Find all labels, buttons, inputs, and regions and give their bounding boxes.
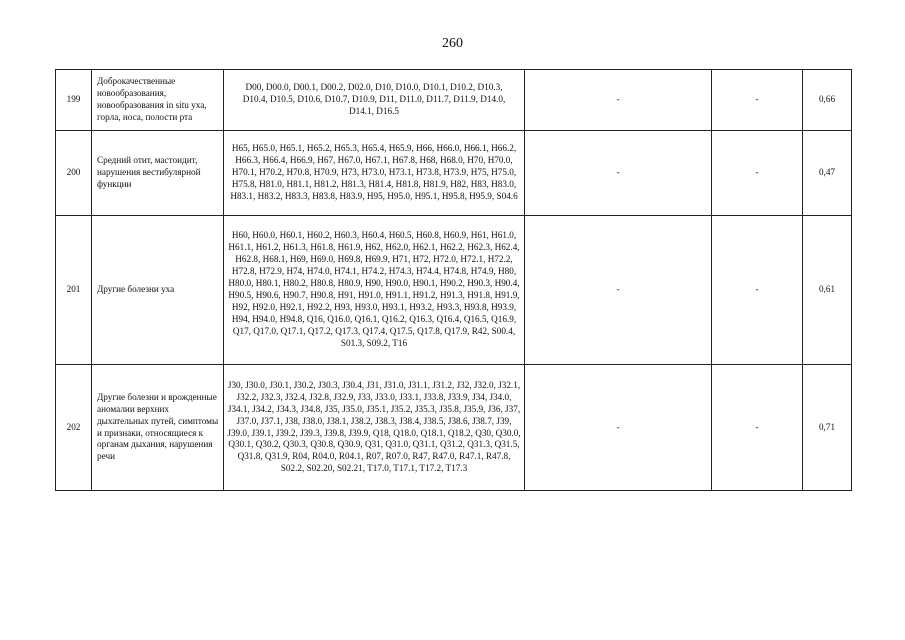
row-diagnosis-codes: H60, H60.0, H60.1, H60.2, H60.3, H60.4, H60.5, H60.8, H60.9, H61, H61.0, H61.1, H61.2, H61.3, H61.8, H61.9, H62, H62.0, H62.1, H62.2, H62.3, H62.4, H62.8, H68.1, H69, H69.0, H69.8, H69.9, H71, H72, H72.0, H72.1, H72.2, H72.8, H72.9, H74, H74.0, H74.1, H74.2, H74.3, H74.4, H74.8, H74.9, H80, H80.0, H80.1, H80.2, H80.8, H80.9, H90, H90.0, H90.1, H90.2, H90.3, H90.4, H90.5, H90.6, H90.7, H90.8, H91, H91.0, H91.1, H91.2, H91.3, H91.8, H91.9, H92, H92.0, H92.1, H92.2, H93, H93.0, H93.1, H93.2, H93.3, H93.8, H93.9, H94, H94.0, H94.8, Q16, Q16.0, Q16.1, Q16.2, Q16.3, Q16.4, Q16.5, Q16.9, Q17, Q17.0, Q17.1, Q17.2, Q17.3, Q17.4, Q17.5, Q17.8, Q17.9, R42, S00.4, S01.3, S09.2, T16 (224, 216, 525, 365)
row-column-b: - (712, 365, 803, 491)
row-coefficient: 0,47 (803, 131, 852, 216)
row-group-name: Средний отит, мастоидит, нарушения вестибулярной функции (92, 131, 224, 216)
table-row (56, 216, 852, 365)
row-column-a: - (525, 70, 712, 131)
page-number: 260 (442, 36, 463, 51)
row-coefficient: 0,61 (803, 216, 852, 365)
row-column-b: - (712, 131, 803, 216)
row-number: 200 (56, 131, 92, 216)
row-diagnosis-codes: D00, D00.0, D00.1, D00.2, D02.0, D10, D10.0, D10.1, D10.2, D10.3, D10.4, D10.5, D10.6, D10.7, D10.9, D11, D11.0, D11.7, D11.9, D14.0, D14.1, D16.5 (224, 70, 525, 131)
row-number: 201 (56, 216, 92, 365)
row-diagnosis-codes: H65, H65.0, H65.1, H65.2, H65.3, H65.4, H65.9, H66, H66.0, H66.1, H66.2, H66.3, H66.4, H66.9, H67, H67.0, H67.1, H67.8, H68, H68.0, H70, H70.0, H70.1, H70.2, H70.8, H70.9, H73, H73.0, H73.1, H73.8, H73.9, H75, H75.0, H75.8, H81.0, H81.1, H81.2, H81.3, H81.4, H81.8, H81.9, H82, H83, H83.0, H83.1, H83.2, H83.3, H83.8, H83.9, H95, H95.0, H95.1, H95.8, H95.9, S04.6 (224, 131, 525, 216)
row-group-name: Доброкачественные новообразования, новообразования in situ уха, горла, носа, полости рта (92, 70, 224, 131)
row-column-b: - (712, 216, 803, 365)
row-group-name: Другие болезни уха (92, 216, 224, 365)
row-column-b: - (712, 70, 803, 131)
row-coefficient: 0,66 (803, 70, 852, 131)
table-row (56, 365, 852, 491)
table-row (56, 131, 852, 216)
row-column-a: - (525, 131, 712, 216)
row-number: 202 (56, 365, 92, 491)
row-column-a: - (525, 365, 712, 491)
clinical-groups-table (55, 69, 852, 491)
row-column-a: - (525, 216, 712, 365)
row-coefficient: 0,71 (803, 365, 852, 491)
row-group-name: Другие болезни и врожденные аномалии верхних дыхательных путей, симптомы и признаки, относящиеся к органам дыхания, нарушения речи (92, 365, 224, 491)
row-diagnosis-codes: J30, J30.0, J30.1, J30.2, J30.3, J30.4, J31, J31.0, J31.1, J31.2, J32, J32.0, J32.1, J32.2, J32.3, J32.4, J32.8, J32.9, J33, J33.0, J33.1, J33.8, J33.9, J34, J34.0, J34.1, J34.2, J34.3, J34.8, J35, J35.0, J35.1, J35.2, J35.3, J35.8, J35.9, J36, J37, J37.0, J37.1, J38, J38.0, J38.1, J38.2, J38.3, J38.4, J38.5, J38.6, J38.7, J39, J39.0, J39.1, J39.2, J39.3, J39.8, J39.9, Q18, Q18.0, Q18.1, Q18.2, Q30, Q30.0, Q30.1, Q30.2, Q30.3, Q30.8, Q30.9, Q31, Q31.0, Q31.1, Q31.2, Q31.3, Q31.5, Q31.8, Q31.9, R04, R04.0, R04.1, R07, R07.0, R47, R47.0, R47.1, R47.8, S02.2, S02.20, S02.21, T17.0, T17.1, T17.2, T17.3 (224, 365, 525, 491)
row-number: 199 (56, 70, 92, 131)
table-row (56, 70, 852, 131)
